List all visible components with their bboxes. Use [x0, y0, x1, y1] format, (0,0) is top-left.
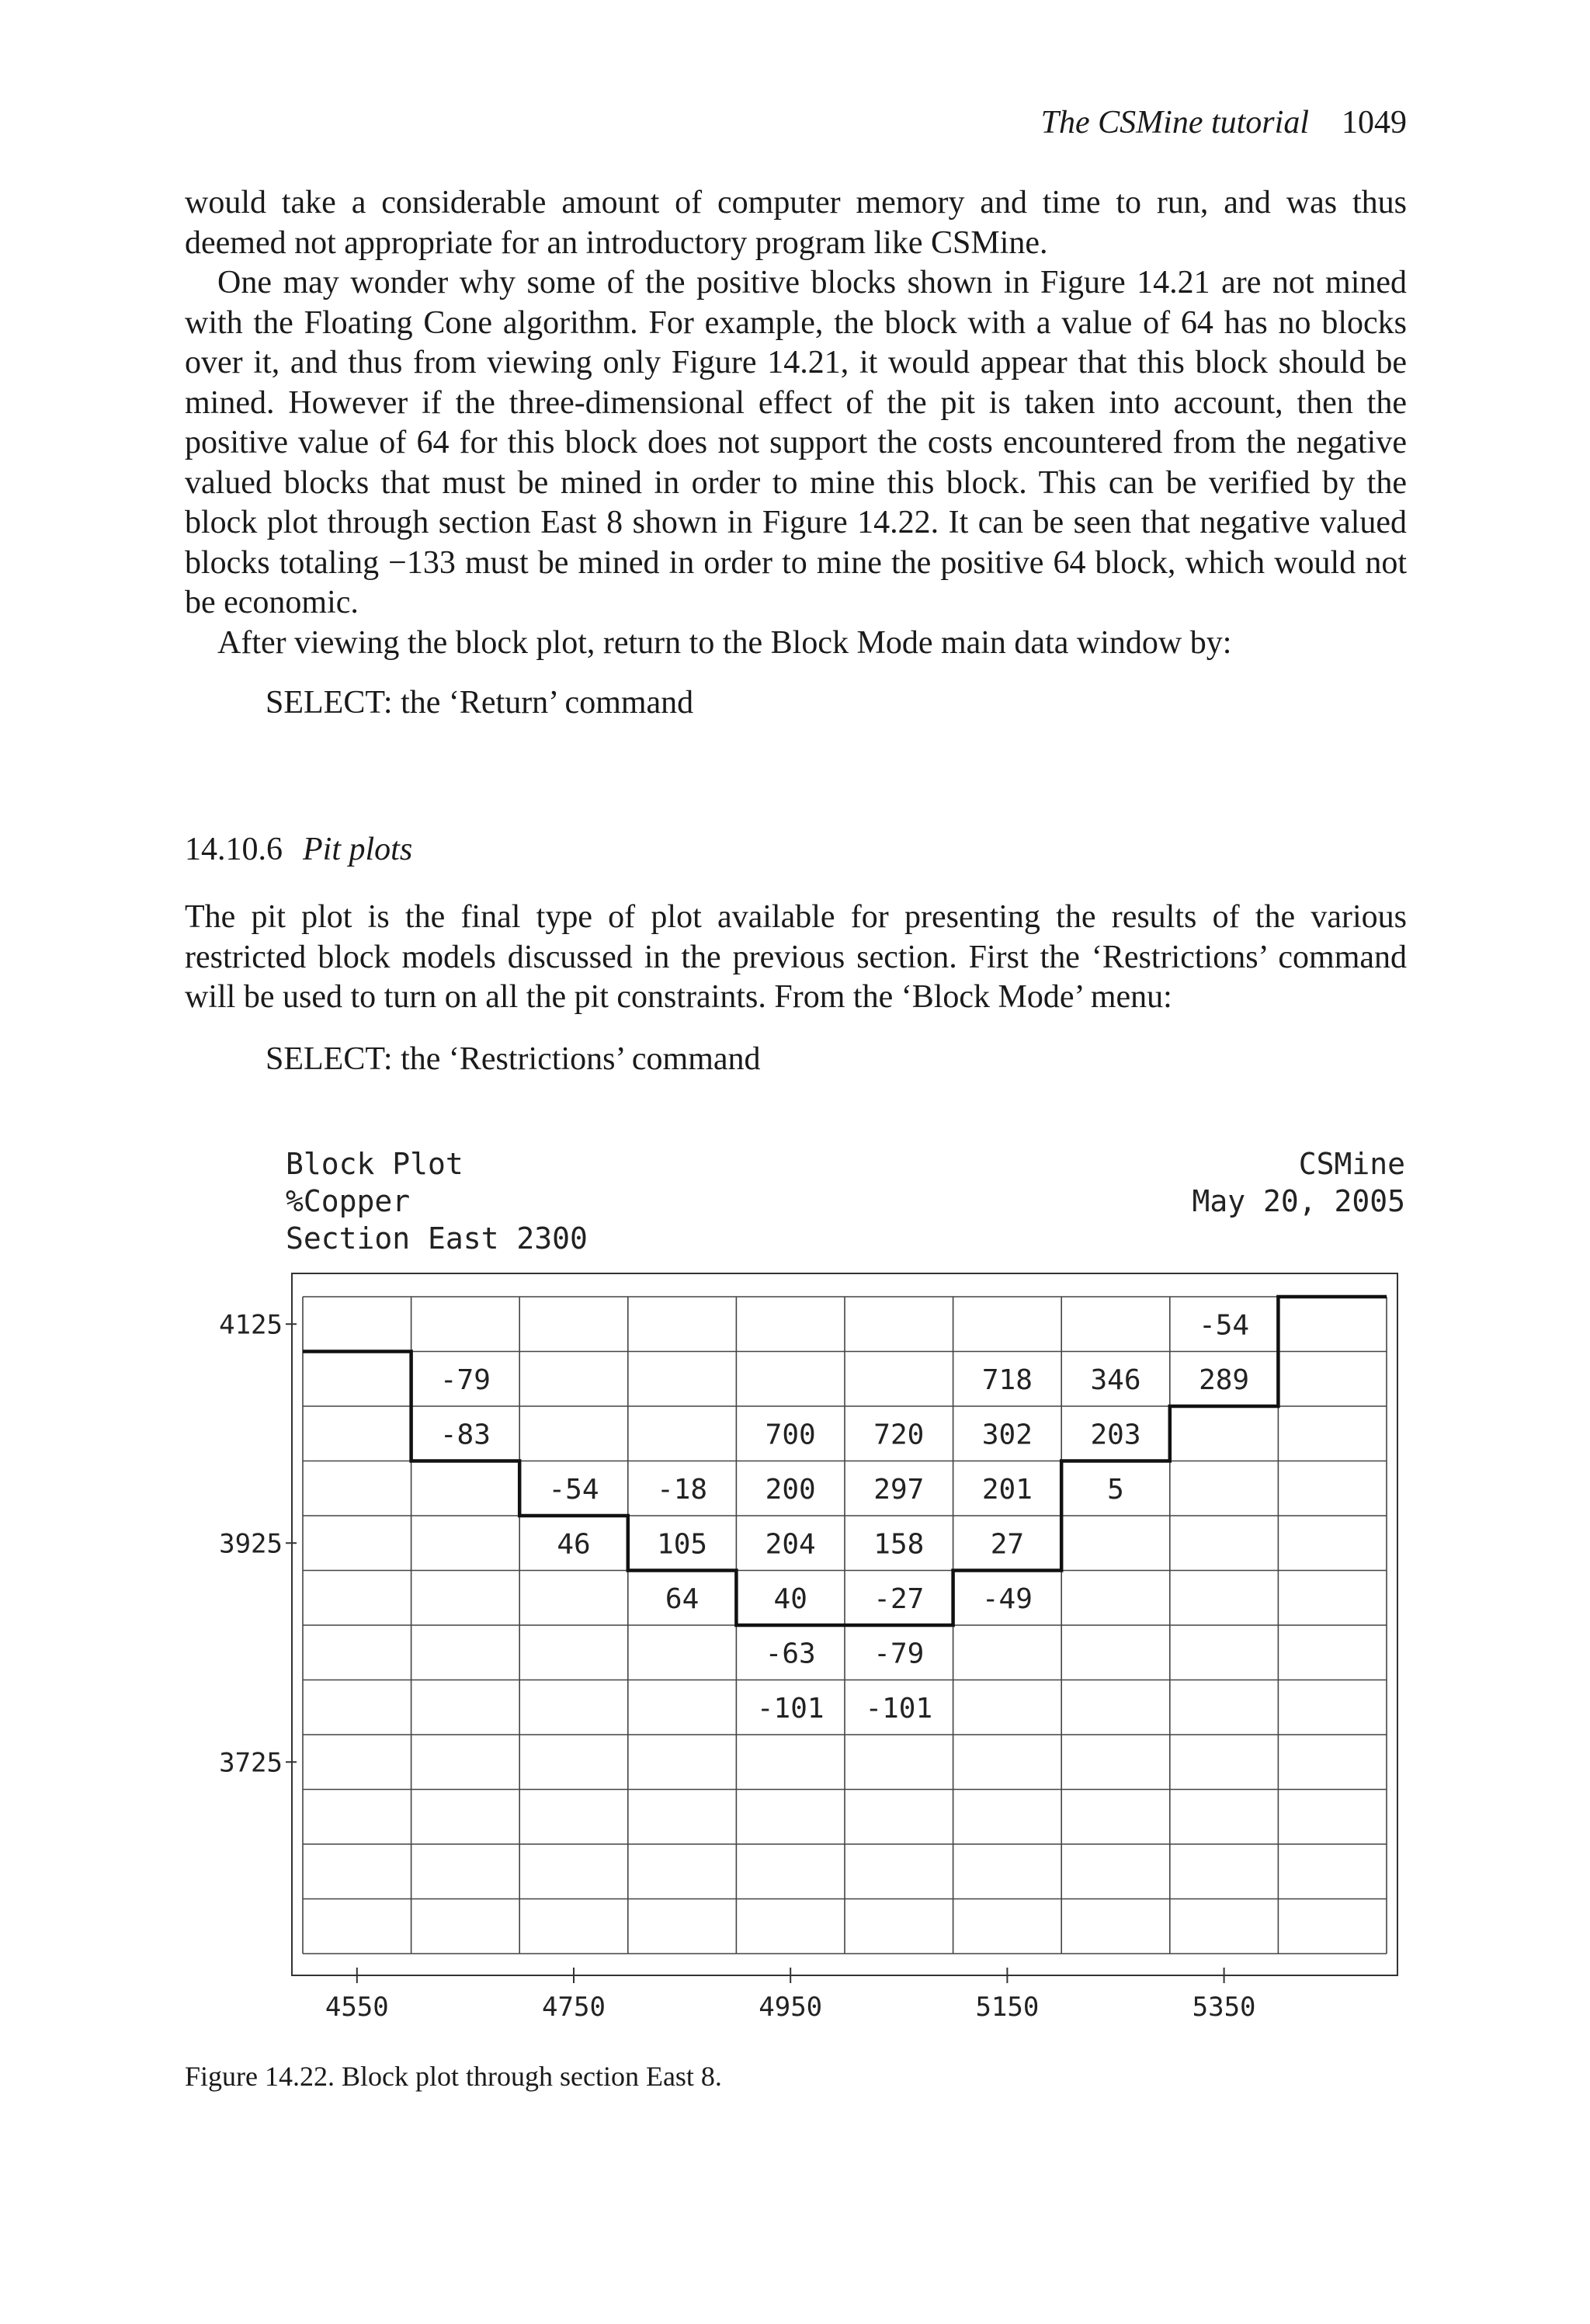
block-value: -18 [657, 1473, 708, 1506]
plot-date: May 20, 2005 [1192, 1184, 1405, 1218]
block-value: -63 [765, 1638, 816, 1670]
plot-title-line-3: Section East 2300 [286, 1221, 588, 1256]
x-tick-label: 5350 [1192, 1992, 1256, 2023]
block-value: 158 [873, 1528, 925, 1561]
block-value: -79 [873, 1638, 925, 1670]
plot-header-right [1192, 1147, 1405, 1218]
y-tick-label: 3725 [219, 1747, 283, 1779]
block-value: 720 [873, 1419, 925, 1451]
block-value: -54 [548, 1473, 599, 1506]
y-tick-label: 4125 [219, 1309, 283, 1341]
block-value: 302 [981, 1419, 1033, 1451]
block-value: 40 [773, 1582, 807, 1615]
block-value: 289 [1199, 1363, 1250, 1396]
y-axis [219, 1297, 297, 1954]
block-value: 297 [873, 1473, 925, 1506]
block-value: 718 [981, 1363, 1033, 1396]
body-text-pit-plots [185, 898, 1407, 1079]
block-plot-svg [155, 1134, 1429, 2027]
block-value: 5 [1107, 1473, 1124, 1506]
paragraph-pit-plot: The pit plot is the final type of plot available for presenting the results of the various restricted block models discussed in the previous section. First the ‘Restrictions’ command will be used to turn on all the pit constraints. From the ‘Block Mode’ menu: [185, 899, 1407, 1015]
block-value: 203 [1090, 1419, 1141, 1451]
running-head [0, 102, 1407, 143]
block-value: -49 [981, 1582, 1033, 1615]
section-number: 14.10.6 [185, 832, 283, 867]
block-value: 700 [765, 1419, 816, 1451]
block-value: -27 [873, 1582, 925, 1615]
plot-title-line-2: %Copper [286, 1184, 411, 1218]
block-value: -101 [865, 1692, 933, 1725]
block-value: 64 [665, 1582, 700, 1615]
select-restrictions-command: SELECT: the ‘Restrictions’ command [266, 1040, 761, 1077]
x-tick-label: 4550 [325, 1992, 389, 2023]
block-value: 200 [765, 1473, 816, 1506]
paragraph-after-viewing: After viewing the block plot, return to the Block Mode main data window by: [217, 624, 1232, 661]
block-value: -79 [439, 1363, 491, 1396]
running-head-title: The CSMine tutorial [1040, 105, 1309, 141]
block-value: 204 [765, 1528, 816, 1561]
block-value: 346 [1090, 1363, 1141, 1396]
select-return-command: SELECT: the ‘Return’ command [266, 685, 694, 721]
block-value: -54 [1199, 1309, 1250, 1342]
block-value: 201 [981, 1473, 1033, 1506]
y-tick-label: 3925 [219, 1528, 283, 1560]
block-plot-figure [155, 1134, 1429, 2027]
block-value: 27 [990, 1528, 1025, 1561]
plot-program-name: CSMine [1298, 1147, 1405, 1181]
paragraph-floating-cone: One may wonder why some of the positive blocks shown in Figure 14.21 are not mined with the Floating Cone algorithm. For example, the block with a value of 64 has no blocks over it, and thus from viewing only Figure 14.21, it would appear that this block should be mined. However if the three-dimensional effect of the pit is taken into account, then the positive value of 64 for this block does not support the costs encountered from the negative valued blocks that must be mined in order to mine this block. This can be verified by the block plot through section East 8 shown in Figure 14.22. It can be seen that negative valued blocks totaling −133 must be mined in order to mine the positive 64 block, which would not be economic. [185, 265, 1407, 620]
x-tick-label: 4750 [542, 1992, 606, 2023]
section-heading [185, 829, 412, 870]
section-title: Pit plots [303, 832, 413, 867]
body-text [185, 183, 1407, 724]
x-tick-label: 5150 [975, 1992, 1040, 2023]
plot-title-line-1: Block Plot [286, 1147, 463, 1181]
page-number: 1049 [1342, 105, 1407, 141]
block-value: 46 [557, 1528, 591, 1561]
block-value: 105 [657, 1528, 708, 1561]
x-tick-label: 4950 [759, 1992, 823, 2023]
block-value: -101 [756, 1692, 825, 1725]
figure-caption: Figure 14.22. Block plot through section East 8. [185, 2061, 722, 2092]
paragraph-continued: would take a considerable amount of computer memory and time to run, and was thus deemed not appropriate for an introductory program like CSMine. [185, 185, 1407, 261]
block-value: -83 [439, 1419, 491, 1451]
plot-header-left [286, 1147, 588, 1256]
